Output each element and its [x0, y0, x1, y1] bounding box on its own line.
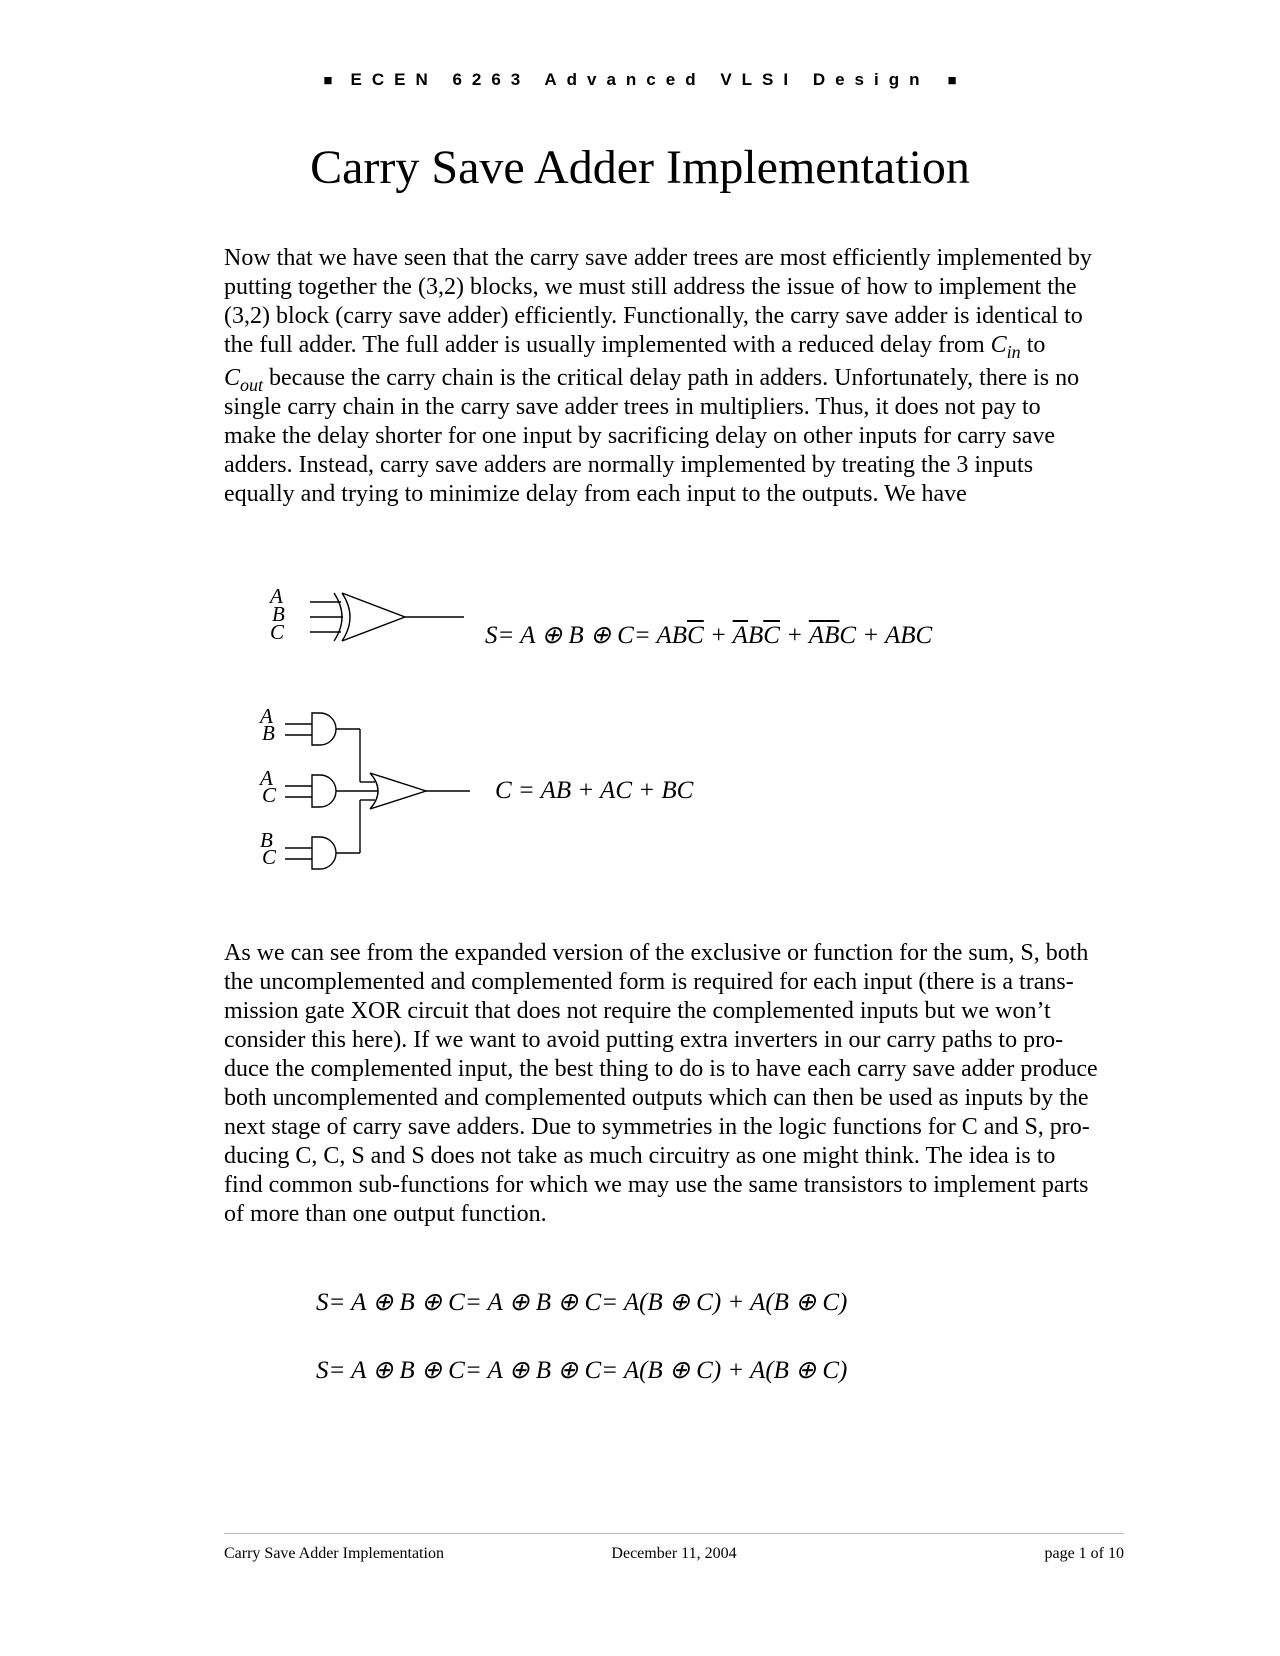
para2-line: next stage of carry save adders. Due to symmetries in the logic functions for C and S, pro- — [224, 1114, 1090, 1140]
para2-line: ducing C, C, S and S does not take as much circuitry as one might think. The idea is to — [224, 1143, 1056, 1169]
para2-line: find common sub-functions for which we may use the same transistors to implement parts — [224, 1172, 1089, 1198]
cout-symbol: $C_{out}$ — [224, 365, 264, 395]
para1-line: (3,2) block (carry save adder) efficiently. Functionally, the carry save adder is identical to — [224, 303, 1083, 329]
square-bullet-icon: ■ — [947, 72, 957, 89]
and2-input-c: C — [262, 783, 277, 807]
para1-line: Now that we have seen that the carry save adder trees are most efficiently implemented by — [224, 245, 1092, 271]
para2-line: duce the complemented input, the best thing to do is to have each carry save adder produce — [224, 1056, 1098, 1082]
sum-equation: S= A ⊕ B ⊕ $C= AB\overline{C} + \overline{A}B\overline{C} + \overline{A}\overline{B}C$ + ABC — [485, 622, 933, 649]
para2-line: As we can see from the expanded version of the exclusive or function for the sum, S, both — [224, 940, 1089, 966]
footer-rule — [224, 1533, 1124, 1534]
and3-input-c: C — [262, 845, 277, 869]
para2-line: mission gate XOR circuit that does not require the complemented inputs but we won’t — [224, 998, 1051, 1024]
para2-line: both uncomplemented and complemented outputs which can then be used as inputs by the — [224, 1085, 1089, 1111]
running-header — [0, 70, 1280, 90]
para1-line: the full adder. The full adder is usually implemented with a reduced delay from $C_{in}$ to — [224, 332, 1046, 362]
footer-page-number: page 1 of 10 — [1044, 1545, 1124, 1562]
course-title: ECEN 6263 Advanced VLSI Design — [350, 70, 930, 89]
footer-doc-title: Carry Save Adder Implementation — [224, 1545, 444, 1562]
intro-paragraph — [224, 244, 1124, 509]
para1-line: make the delay shorter for one input by sacrificing delay on other inputs for carry save — [224, 423, 1056, 449]
xor-input-a: A — [270, 585, 283, 608]
s-identity-equation: S= A ⊕ B ⊕ C= A ⊕ B ⊕ C= A(B ⊕ C) + A(B ⊕ C) — [316, 1289, 848, 1316]
para2-line: consider this here). If we want to avoid putting extra inverters in our carry paths to pro- — [224, 1027, 1064, 1053]
page-title: Carry Save Adder Implementation — [310, 141, 970, 194]
and1-input-b: B — [262, 721, 275, 745]
para1-line: equally and trying to minimize delay from each input to the outputs. We have — [224, 481, 967, 507]
para1-line: single carry chain in the carry save adder trees in multipliers. Thus, it does not pay to — [224, 394, 1041, 420]
and1-input-a: A — [260, 704, 273, 728]
square-bullet-icon: ■ — [323, 72, 333, 89]
para2-line: the uncomplemented and complemented form is required for each input (there is a trans- — [224, 969, 1074, 995]
s-complement-equation: S= A ⊕ B ⊕ C= A ⊕ B ⊕ C= A(B ⊕ C) + A(B ⊕ C) — [316, 1357, 848, 1384]
para1-line: adders. Instead, carry save adders are normally implemented by treating the 3 inputs — [224, 452, 1034, 478]
cin-symbol: $C_{in}$ — [990, 332, 1021, 362]
xor-input-c: C — [270, 620, 285, 644]
xor-input-b: B — [272, 602, 285, 626]
and-or-gates — [258, 704, 470, 869]
discussion-paragraph — [224, 939, 1124, 1229]
and2-input-a: A — [260, 766, 273, 790]
logic-diagram — [250, 585, 510, 885]
carry-equation: C = AB + AC + BC — [495, 777, 694, 804]
para1-line: putting together the (3,2) blocks, we must still address the issue of how to implement the — [224, 274, 1077, 300]
and3-input-b: B — [260, 828, 273, 852]
para2-line: of more than one output function. — [224, 1201, 547, 1227]
para1-line: $C_{out}$ because the carry chain is the critical delay path in adders. Unfortunately, there is no — [224, 365, 1080, 395]
footer-date: December 11, 2004 — [611, 1545, 737, 1562]
xor-gate — [268, 585, 464, 644]
